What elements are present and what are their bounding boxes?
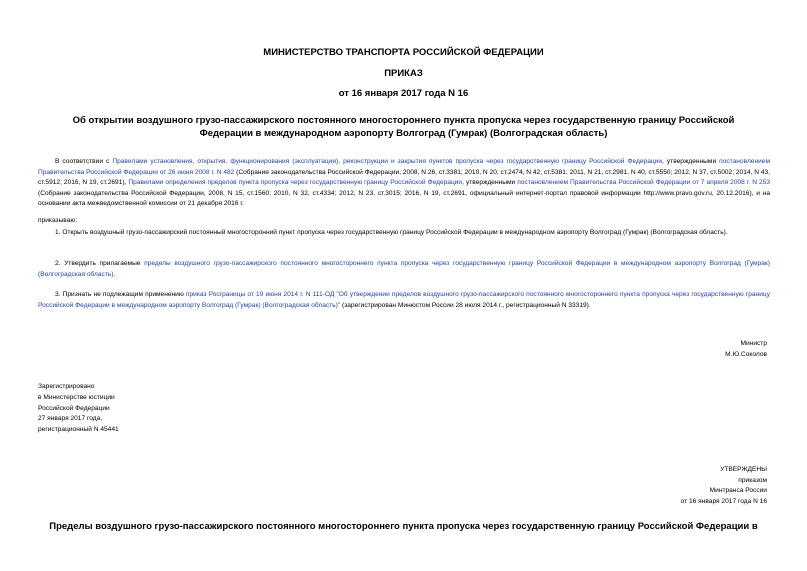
orders-word: приказываю: [38, 217, 78, 224]
link-pass-point-rules[interactable]: Правилами установления, открытия, функционирования (эксплуатации), реконструкции и закрытия пунктов пропуска через государственную границу Российской Федерации [112, 158, 663, 165]
signature-block [567, 339, 767, 360]
document-title: Об открытии воздушного грузо-пассажирского постоянного многостороннего пункта пропуска через государственную границу Российской Федерации в международном аэропорту Волгоград (Гумрак) (Волгоградская область) [72, 115, 735, 139]
registration-block [38, 382, 238, 436]
registration-line: 27 января 2017 года, [38, 415, 103, 423]
preamble-text-5: (Собрание законодательства Российской Федерации, 2008, N 15, ст.1560; 2010, N 32, ст.4334; 2012, N 23, ст.3015; 2016, N 19, ст.2691, официальный интернет-портал правовой информации http://www.pravo.gov.ru, 20.12.2016), и на основании акта межведомственной комиссии от 21 декабря 2016 г. [38, 189, 770, 208]
signature-name: М.Ю.Соколов [725, 350, 767, 358]
limits-title: Пределы воздушного грузо-пассажирского постоянного многостороннего пункта пропуска через государственную границу Российской Федерации в [49, 521, 758, 532]
preamble-paragraph [38, 157, 770, 210]
doc-date-heading: от 16 января 2017 года N 16 [338, 88, 469, 99]
registration-line: Зарегистрировано [38, 383, 95, 390]
preamble-text-2: , утвержденными [662, 158, 720, 165]
approval-block [567, 465, 767, 507]
link-resolution-482[interactable]: постановлением Правительства Российской Федерации от 26 июня 2008 г. N 482 [38, 158, 770, 176]
ministry-heading: МИНИСТЕРСТВО ТРАНСПОРТА РОССИЙСКОЙ ФЕДЕРАЦИИ [263, 47, 544, 58]
approval-line: УТВЕРЖДЕНЫ [720, 466, 767, 473]
link-pass-point-limits[interactable]: пределы воздушного грузо-пассажирского постоянного многостороннего пункта пропуска через государственную границу Российской Федерации в международном аэропорту Волгоград (Гумрак) (Волгоградская область) [38, 260, 770, 278]
item2-text-2: . [113, 270, 116, 278]
approval-line: Минтранса России [709, 487, 767, 495]
item3-text-1: 3. Признать не подлежащим применению [55, 291, 186, 298]
order-item-2 [38, 259, 770, 280]
link-rosgranitsa-order[interactable]: приказ Росграницы от 19 июня 2014 г. N 111-ОД "Об утверждении пределов воздушного грузо-пассажирского постоянного многостороннего пункта пропуска через государственную границу Российской Федерации в международном аэропорту Волгоград (Гумрак) (Волгоградская область)" [38, 291, 770, 309]
approval-line: приказом [738, 476, 767, 484]
doc-type-heading: ПРИКАЗ [384, 68, 423, 79]
preamble-text-4: , утвержденными [462, 179, 518, 187]
registration-line: в Министерстве юстиции [38, 393, 115, 401]
signature-position: Министр [740, 340, 767, 347]
item2-text-1: 2. Утвердить прилагаемые [55, 260, 145, 267]
link-resolution-253[interactable]: постановлением Правительства Российской Федерации от 7 апреля 2008 г. N 253 [517, 179, 770, 187]
preamble-text-1: В соответствии с [55, 158, 113, 165]
order-item-1: 1. Открыть воздушный грузо-пассажирский постоянный многосторонний пункт пропуска через государственную границу Российской Федерации в международном аэропорту Волгоград (Гумрак) (Волгоградская область). [55, 229, 728, 236]
registration-line: Российской Федерации [38, 404, 110, 412]
preamble-text-3: (Собрание законодательства Российской Федерации, 2008, N 26, ст.3381; 2010, N 20, ст.2474, N 42, ст.5381; 2011, N 21, ст.2981, N 40, ст.5550; 2012, N 37, ст.5002; 2014, N 43, ст.5912; 2016, N 19, ст.2691), [38, 168, 770, 187]
link-limits-rules[interactable]: Правилами определения пределов пункта пропуска через государственную границу Российской Федерации [128, 179, 463, 187]
item3-text-2: (зарегистрирован Минюстом России 28 июля 2014 г., регистрационный N 33319). [340, 301, 591, 309]
order-item-3 [38, 290, 770, 311]
approval-line: от 16 января 2017 года N 16 [680, 497, 767, 505]
registration-line: регистрационный N 45441 [38, 426, 119, 434]
